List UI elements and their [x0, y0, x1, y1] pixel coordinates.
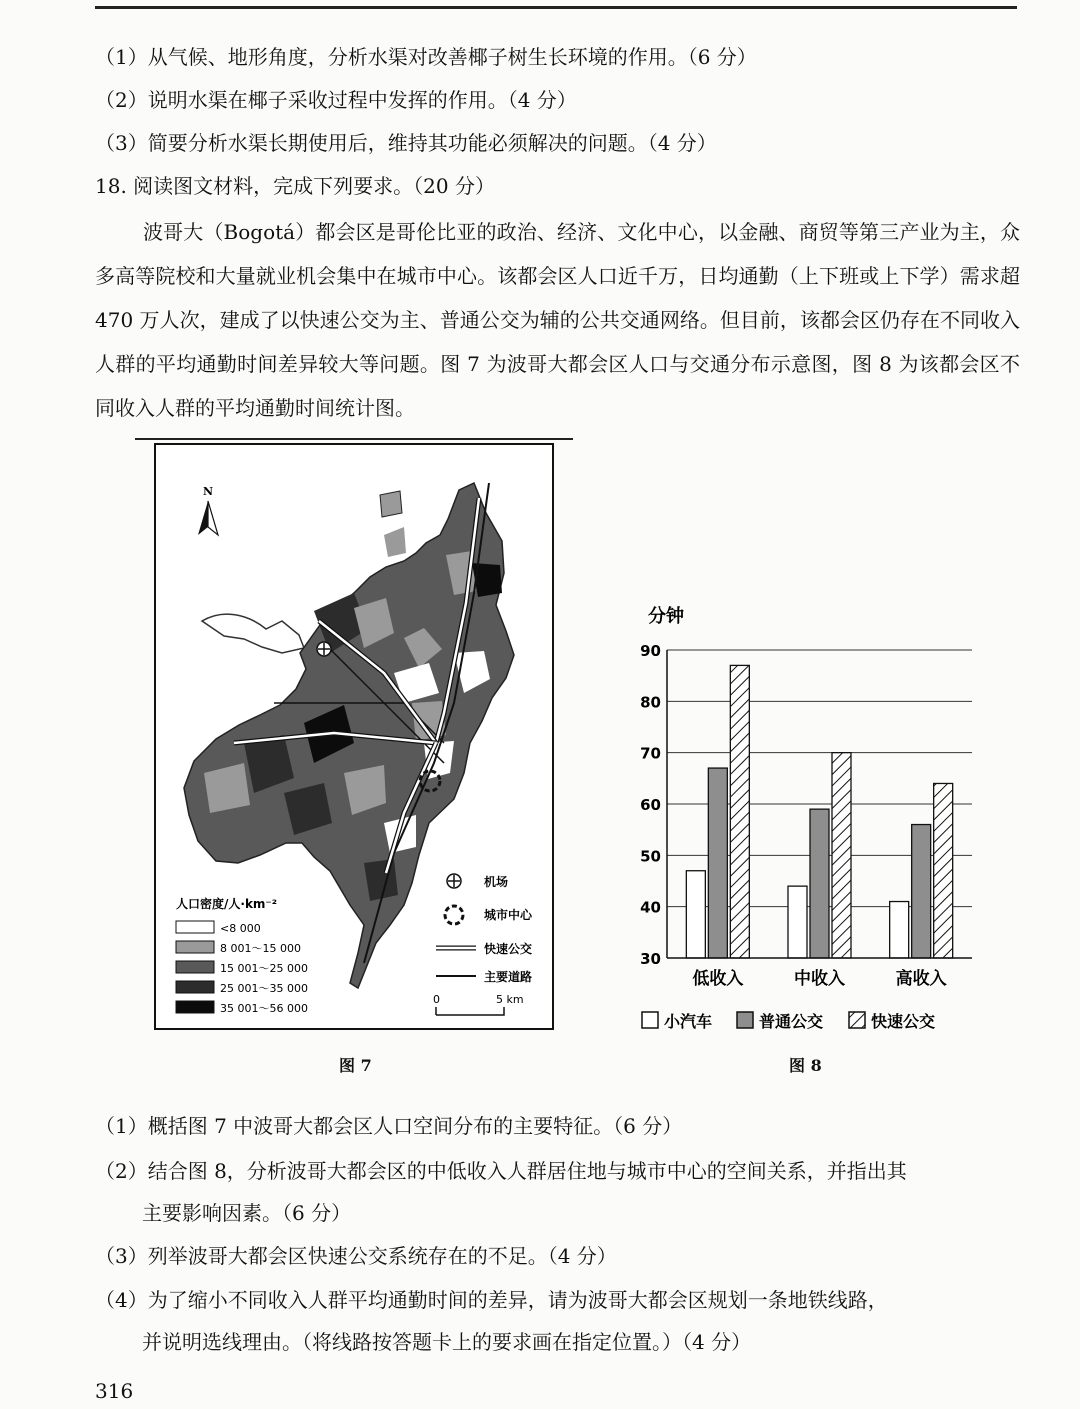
chart-svg	[612, 598, 992, 1038]
legend-class-5	[176, 1001, 308, 1015]
bar-1-1	[810, 809, 829, 958]
legend-swatch	[737, 1012, 753, 1028]
sub-question-3: （3）列举波哥大都会区快速公交系统存在的不足。（4 分）	[95, 1244, 617, 1268]
y-axis-label: 分钟	[648, 606, 684, 627]
svg-text:5 km: 5 km	[496, 993, 524, 1006]
sub-question-1: （1）概括图 7 中波哥大都会区人口空间分布的主要特征。（6 分）	[95, 1114, 683, 1138]
population-transport-map	[154, 443, 554, 1030]
prev-question-2: （2）说明水渠在椰子采收过程中发挥的作用。（4 分）	[95, 88, 577, 112]
bar-2-2	[934, 783, 953, 958]
bar-1-0	[788, 886, 807, 958]
y-tick-label: 50	[640, 847, 661, 866]
legend-class-2	[176, 941, 301, 955]
north-label: N	[202, 485, 214, 498]
svg-text:15 001～25 000: 15 001～25 000	[220, 962, 308, 975]
y-tick-label: 40	[640, 898, 661, 917]
material-paragraph: 波哥大（Bogotá）都会区是哥伦比亚的政治、经济、文化中心，以金融、商贸等第三产业为主，众多高等院校和大量就业机会集中在城市中心。该都会区人口近千万，日均通勤（上下班或上下学）需求超 470 万人次，建成了以快速公交为主、普通公交为辅的公共交通网络。但目前，该都会区仍存在不同收入人群的平均通勤时间差异较大等问题。图 7 为波哥大都会区人口与交通分布示意图，图 8 为该都会区不同收入人群的平均通勤时间统计图。	[95, 220, 1020, 420]
question-18-title: 18. 阅读图文材料，完成下列要求。（20 分）	[95, 174, 495, 198]
svg-text:机场: 机场	[484, 875, 509, 889]
svg-text:0: 0	[433, 993, 440, 1006]
svg-text:快速公交: 快速公交	[484, 942, 533, 956]
commute-time-chart	[612, 598, 992, 1038]
prev-question-1: （1）从气候、地形角度，分析水渠对改善椰子树生长环境的作用。（6 分）	[95, 45, 757, 69]
legend-label: 小汽车	[664, 1012, 713, 1031]
sub-question-2-cont: 主要影响因素。（6 分）	[142, 1201, 352, 1225]
bar-1-2	[832, 753, 851, 958]
sub-question-2: （2）结合图 8，分析波哥大都会区的中低收入人群居住地与城市中心的空间关系，并指出其	[95, 1159, 907, 1183]
legend-class-3	[176, 961, 308, 975]
svg-text:城市中心: 城市中心	[484, 908, 533, 922]
x-tick-label: 中收入	[794, 969, 845, 989]
sub-question-4-cont: 并说明选线理由。（将线路按答题卡上的要求画在指定位置。）（4 分）	[142, 1330, 752, 1354]
figure-8-caption: 图 8	[789, 1056, 822, 1075]
y-tick-label: 90	[640, 642, 661, 660]
density-patch	[380, 491, 402, 517]
prev-question-3: （3）简要分析水渠长期使用后，维持其功能必须解决的问题。（4 分）	[95, 131, 717, 155]
x-tick-label: 低收入	[692, 969, 744, 989]
svg-text:<8 000: <8 000	[220, 922, 261, 935]
sub-question-4: （4）为了缩小不同收入人群平均通勤时间的差异，请为波哥大都会区规划一条地铁线路，	[95, 1288, 888, 1312]
bar-0-1	[708, 768, 727, 958]
page-number: 316	[95, 1379, 134, 1403]
bar-0-0	[686, 871, 705, 958]
legend-class-4	[176, 981, 308, 995]
svg-text:主要道路: 主要道路	[484, 970, 533, 984]
legend-label: 普通公交	[759, 1012, 824, 1031]
y-tick-label: 70	[640, 744, 661, 763]
y-tick-label: 60	[640, 796, 661, 814]
map-svg	[154, 443, 554, 1030]
airport-icon	[317, 642, 331, 656]
bar-0-2	[730, 665, 749, 958]
legend-title: 人口密度/人·km⁻²	[176, 897, 278, 911]
bar-2-1	[912, 825, 931, 958]
chart-legend	[642, 1012, 935, 1031]
svg-text:35 001～56 000: 35 001～56 000	[220, 1002, 308, 1015]
figure-7-caption: 图 7	[339, 1056, 372, 1075]
svg-text:25 001～35 000: 25 001～35 000	[220, 982, 308, 995]
legend-swatch	[642, 1012, 658, 1028]
density-patch	[364, 859, 398, 901]
x-tick-label: 高收入	[895, 969, 947, 989]
legend-swatch	[849, 1012, 865, 1028]
y-tick-label: 30	[640, 950, 661, 968]
header-rule	[95, 6, 1017, 9]
y-tick-label: 80	[640, 693, 661, 712]
svg-text:8 001～15 000: 8 001～15 000	[220, 942, 301, 955]
bar-2-0	[890, 902, 909, 958]
question-18-material	[95, 210, 1020, 430]
figure-top-rule	[135, 438, 573, 440]
legend-label: 快速公交	[871, 1012, 936, 1031]
